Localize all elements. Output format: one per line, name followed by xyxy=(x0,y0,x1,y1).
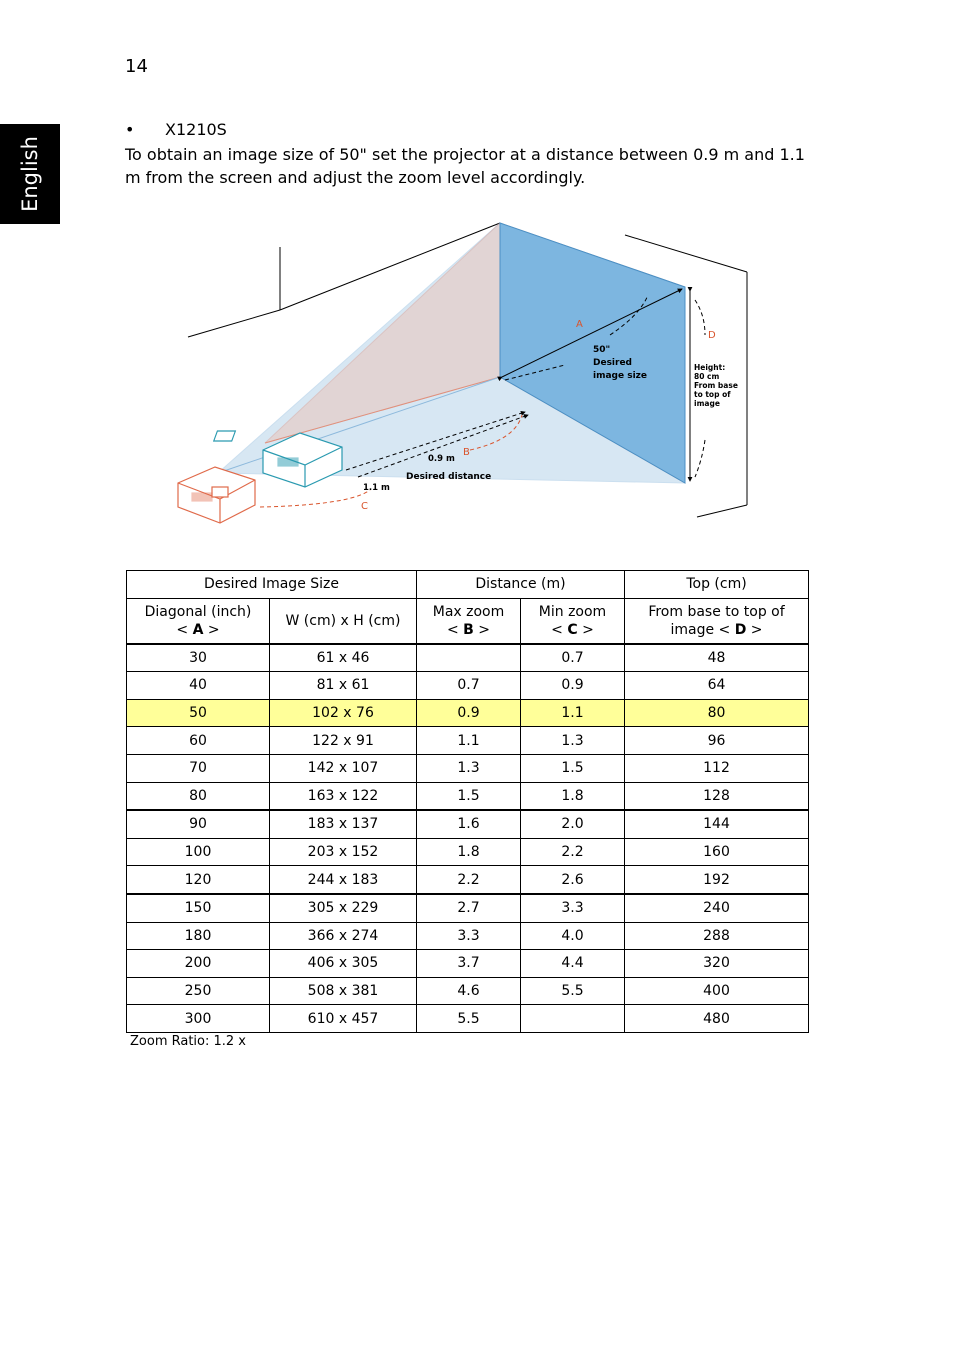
table-row-highlighted xyxy=(127,699,809,727)
table-cell: 128 xyxy=(625,782,809,810)
table-cell xyxy=(521,1005,625,1033)
table-cell: 80 xyxy=(127,782,270,810)
table-cell: 244 x 183 xyxy=(270,866,417,894)
table-row xyxy=(127,644,809,672)
size-label-1: 50" xyxy=(593,345,611,355)
height-label-4: to top of xyxy=(694,390,731,399)
table-row xyxy=(127,810,809,838)
table-cell: 250 xyxy=(127,977,270,1005)
height-label-3: From base xyxy=(694,381,738,390)
table-row xyxy=(127,1005,809,1033)
table-cell: 50 xyxy=(127,699,270,727)
table-cell: 508 x 381 xyxy=(270,977,417,1005)
subheader-diagonal: Diagonal (inch) < A > xyxy=(127,598,270,644)
model-name: X1210S xyxy=(165,120,227,139)
bullet-dot-icon: • xyxy=(125,120,135,139)
size-label-2: Desired xyxy=(593,358,633,368)
table-cell: 1.8 xyxy=(521,782,625,810)
table-cell: 4.6 xyxy=(417,977,521,1005)
table-cell: 320 xyxy=(625,950,809,978)
projection-diagram xyxy=(170,215,770,530)
table-cell: 3.3 xyxy=(417,922,521,950)
table-cell: 102 x 76 xyxy=(270,699,417,727)
table-cell: 48 xyxy=(625,644,809,672)
language-tab xyxy=(0,124,60,224)
table-cell xyxy=(417,644,521,672)
table-cell: 2.6 xyxy=(521,866,625,894)
table-cell: 610 x 457 xyxy=(270,1005,417,1033)
table-row xyxy=(127,950,809,978)
table-cell: 1.3 xyxy=(417,754,521,782)
desired-distance-label: Desired distance xyxy=(406,472,492,482)
table-cell: 1.1 xyxy=(521,699,625,727)
table-cell: 0.7 xyxy=(521,644,625,672)
table-cell: 0.9 xyxy=(417,699,521,727)
table-cell: 81 x 61 xyxy=(270,672,417,700)
subheader-max-zoom: Max zoom < B > xyxy=(417,598,521,644)
table-row xyxy=(127,894,809,922)
table-cell: 120 xyxy=(127,866,270,894)
table-cell: 122 x 91 xyxy=(270,727,417,755)
table-sub-header-row xyxy=(127,598,809,644)
table-cell: 70 xyxy=(127,754,270,782)
table-cell: 203 x 152 xyxy=(270,838,417,866)
table-cell: 1.5 xyxy=(417,782,521,810)
table-cell: 60 xyxy=(127,727,270,755)
table-group-header-row xyxy=(127,571,809,599)
page-number: 14 xyxy=(125,56,148,77)
table-cell: 61 x 46 xyxy=(270,644,417,672)
label-b: B xyxy=(463,447,470,458)
table-cell: 400 xyxy=(625,977,809,1005)
zoom-ratio-note: Zoom Ratio: 1.2 x xyxy=(130,1034,246,1049)
header-distance: Distance (m) xyxy=(417,571,625,599)
table-cell: 163 x 122 xyxy=(270,782,417,810)
table-cell: 480 xyxy=(625,1005,809,1033)
table-cell: 2.7 xyxy=(417,894,521,922)
table-cell: 142 x 107 xyxy=(270,754,417,782)
table-cell: 2.2 xyxy=(521,838,625,866)
label-a: A xyxy=(576,319,583,330)
label-c: C xyxy=(361,501,368,512)
table-cell: 1.8 xyxy=(417,838,521,866)
table-cell: 112 xyxy=(625,754,809,782)
table-row xyxy=(127,754,809,782)
table-cell: 406 x 305 xyxy=(270,950,417,978)
intro-text: To obtain an image size of 50" set the projector at a distance between 0.9 m and 1.1 m from the screen and adjust the zoom level accordingly. xyxy=(125,145,805,187)
far-distance-label: 1.1 m xyxy=(363,483,390,493)
header-desired-image-size: Desired Image Size xyxy=(127,571,417,599)
projection-distance-table xyxy=(126,570,809,1033)
table-cell: 2.2 xyxy=(417,866,521,894)
table-cell: 144 xyxy=(625,810,809,838)
table-cell: 1.3 xyxy=(521,727,625,755)
table-cell: 64 xyxy=(625,672,809,700)
table-cell: 300 xyxy=(127,1005,270,1033)
table-cell: 366 x 274 xyxy=(270,922,417,950)
table-cell: 160 xyxy=(625,838,809,866)
table-cell: 180 xyxy=(127,922,270,950)
height-label-1: Height: xyxy=(694,363,726,372)
table-cell: 200 xyxy=(127,950,270,978)
table-cell: 96 xyxy=(625,727,809,755)
table-row xyxy=(127,782,809,810)
table-cell: 4.0 xyxy=(521,922,625,950)
model-bullet xyxy=(125,120,227,139)
subheader-top-height: From base to top of image < D > xyxy=(625,598,809,644)
header-top: Top (cm) xyxy=(625,571,809,599)
table-row xyxy=(127,672,809,700)
table-cell: 4.4 xyxy=(521,950,625,978)
table-cell: 40 xyxy=(127,672,270,700)
table-cell: 100 xyxy=(127,838,270,866)
table-cell: 305 x 229 xyxy=(270,894,417,922)
height-label-2: 80 cm xyxy=(694,372,720,381)
table-row xyxy=(127,727,809,755)
height-label-5: image xyxy=(694,399,720,408)
subheader-min-zoom: Min zoom < C > xyxy=(521,598,625,644)
label-d: D xyxy=(708,330,716,341)
table-cell: 288 xyxy=(625,922,809,950)
table-cell: 0.7 xyxy=(417,672,521,700)
table-cell: 90 xyxy=(127,810,270,838)
table-row xyxy=(127,838,809,866)
table-cell: 1.6 xyxy=(417,810,521,838)
table-cell: 2.0 xyxy=(521,810,625,838)
table-row xyxy=(127,866,809,894)
near-distance-label: 0.9 m xyxy=(428,454,455,464)
table-cell: 183 x 137 xyxy=(270,810,417,838)
table-cell: 5.5 xyxy=(417,1005,521,1033)
table-cell: 80 xyxy=(625,699,809,727)
table-cell: 1.1 xyxy=(417,727,521,755)
table-cell: 1.5 xyxy=(521,754,625,782)
table-cell: 0.9 xyxy=(521,672,625,700)
far-projector xyxy=(178,467,255,523)
table-cell: 3.3 xyxy=(521,894,625,922)
table-row xyxy=(127,922,809,950)
size-label-3: image size xyxy=(593,371,647,381)
table-cell: 5.5 xyxy=(521,977,625,1005)
table-cell: 192 xyxy=(625,866,809,894)
table-cell: 150 xyxy=(127,894,270,922)
table-cell: 240 xyxy=(625,894,809,922)
table-cell: 3.7 xyxy=(417,950,521,978)
subheader-width-height: W (cm) x H (cm) xyxy=(270,598,417,644)
language-tab-label: English xyxy=(18,136,42,212)
table-cell: 30 xyxy=(127,644,270,672)
table-row xyxy=(127,977,809,1005)
